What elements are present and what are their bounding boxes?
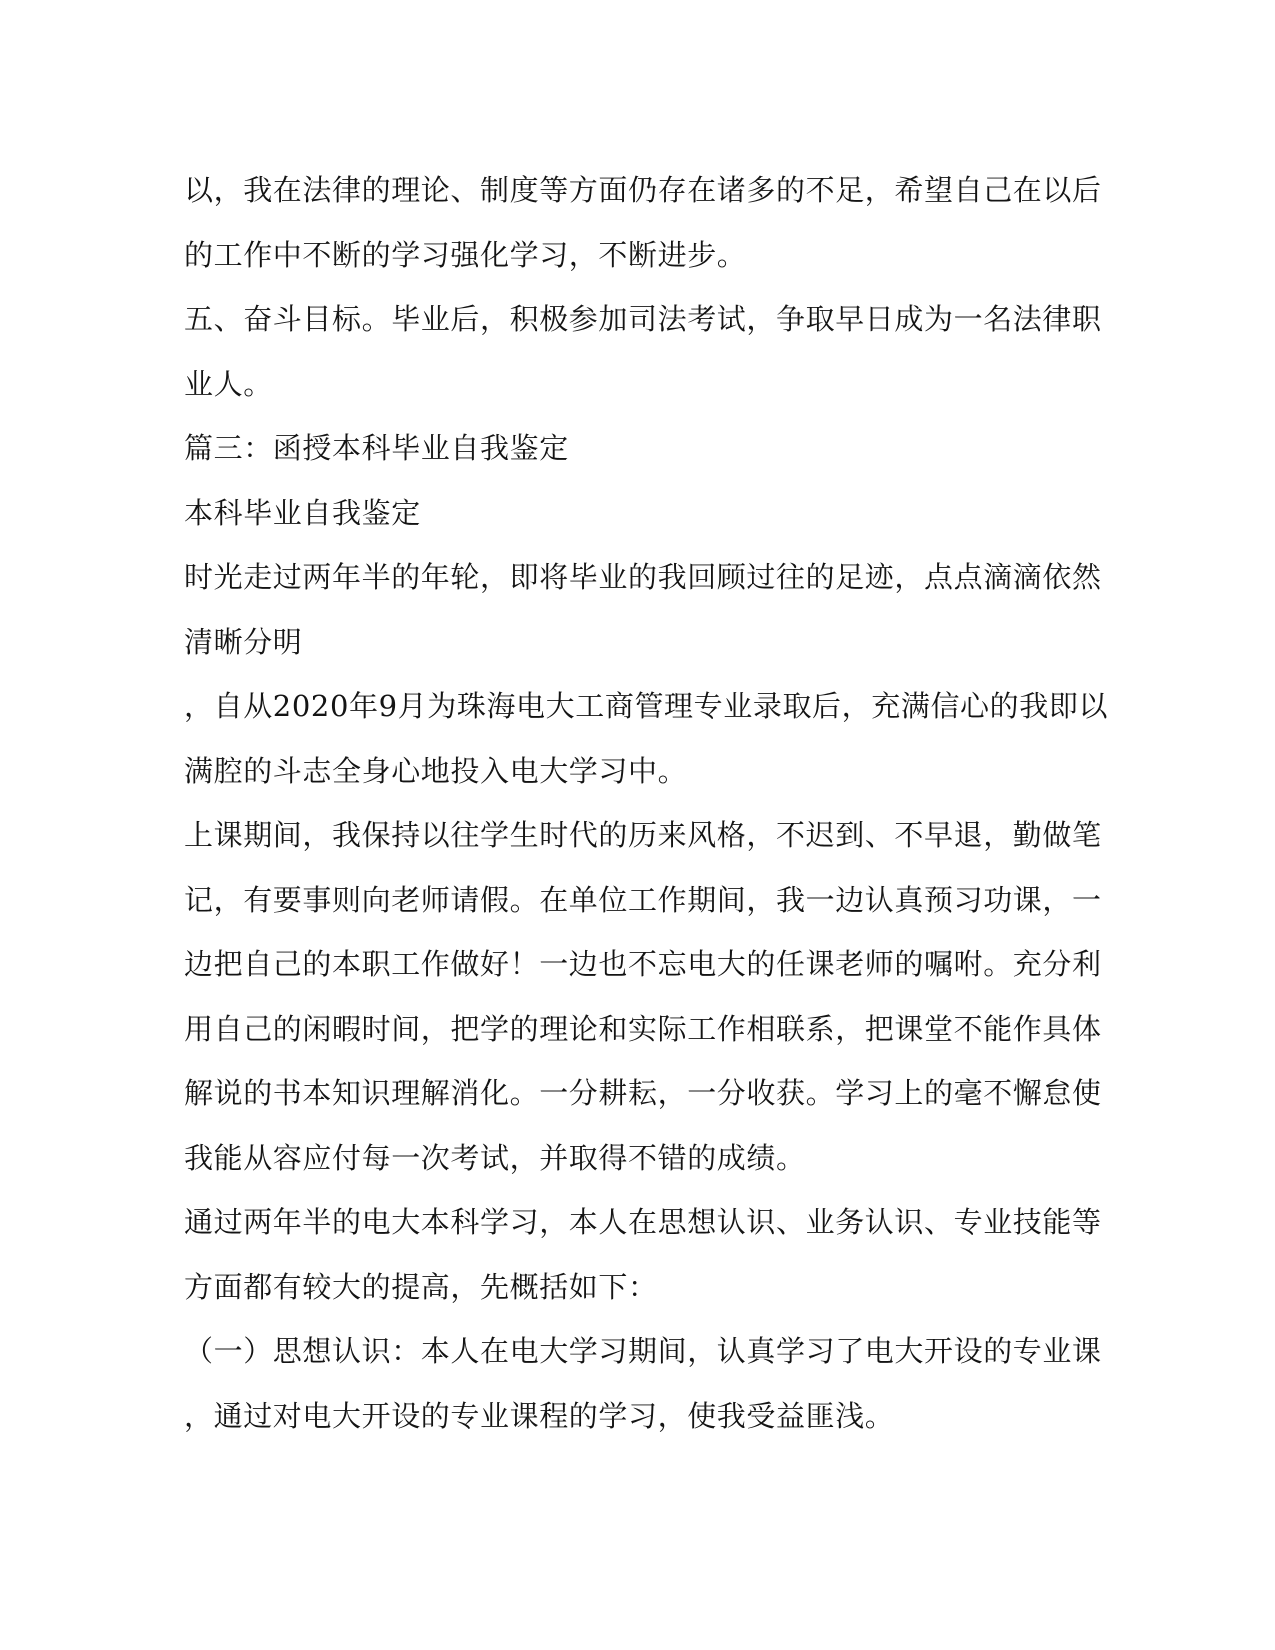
text-line: 业人。 [184, 366, 273, 401]
text-line: ，通过对电大开设的专业课程的学习，使我受益匪浅。 [184, 1398, 895, 1433]
text-line: 以，我在法律的理论、制度等方面仍存在诸多的不足，希望自己在以后 [184, 173, 1102, 207]
section-heading: 篇三：函授本科毕业自我鉴定 [184, 431, 569, 465]
text-line: 清晰分明 [184, 624, 303, 659]
text-line: 五、奋斗目标。毕业后，积极参加司法考试，争取早日成为一名法律职 [184, 302, 1102, 336]
text-line: 上课期间，我保持以往学生时代的历来风格，不迟到、不早退，勤做笔 [184, 818, 1102, 852]
text-line: 用自己的闲暇时间，把学的理论和实际工作相联系，把课堂不能作具体 [184, 1011, 1102, 1046]
document-title: 本科毕业自我鉴定 [184, 495, 421, 530]
text-line: 满腔的斗志全身心地投入电大学习中。 [184, 753, 688, 788]
text-line: 解说的书本知识理解消化。一分耕耘，一分收获。学习上的毫不懈怠使 [184, 1076, 1102, 1110]
text-line: 的工作中不断的学习强化学习，不断进步。 [184, 237, 747, 272]
text-line: 通过两年半的电大本科学习，本人在思想认识、业务认识、专业技能等 [184, 1205, 1102, 1239]
text-line: 方面都有较大的提高，先概括如下： [184, 1269, 658, 1304]
text-line: （一）思想认识：本人在电大学习期间，认真学习了电大开设的专业课 [184, 1334, 1102, 1368]
text-line: 记，有要事则向老师请假。在单位工作期间，我一边认真预习功课，一 [184, 882, 1102, 917]
text-line: 我能从容应付每一次考试，并取得不错的成绩。 [184, 1140, 806, 1175]
text-line: 边把自己的本职工作做好！一边也不忘电大的任课老师的嘱咐。充分利 [184, 947, 1102, 981]
text-line: ，自从2020年9月为珠海电大工商管理专业录取后，充满信心的我即以 [184, 689, 1109, 723]
text-line: 时光走过两年半的年轮，即将毕业的我回顾过往的足迹，点点滴滴依然 [184, 560, 1102, 594]
document-body [184, 158, 1109, 1448]
